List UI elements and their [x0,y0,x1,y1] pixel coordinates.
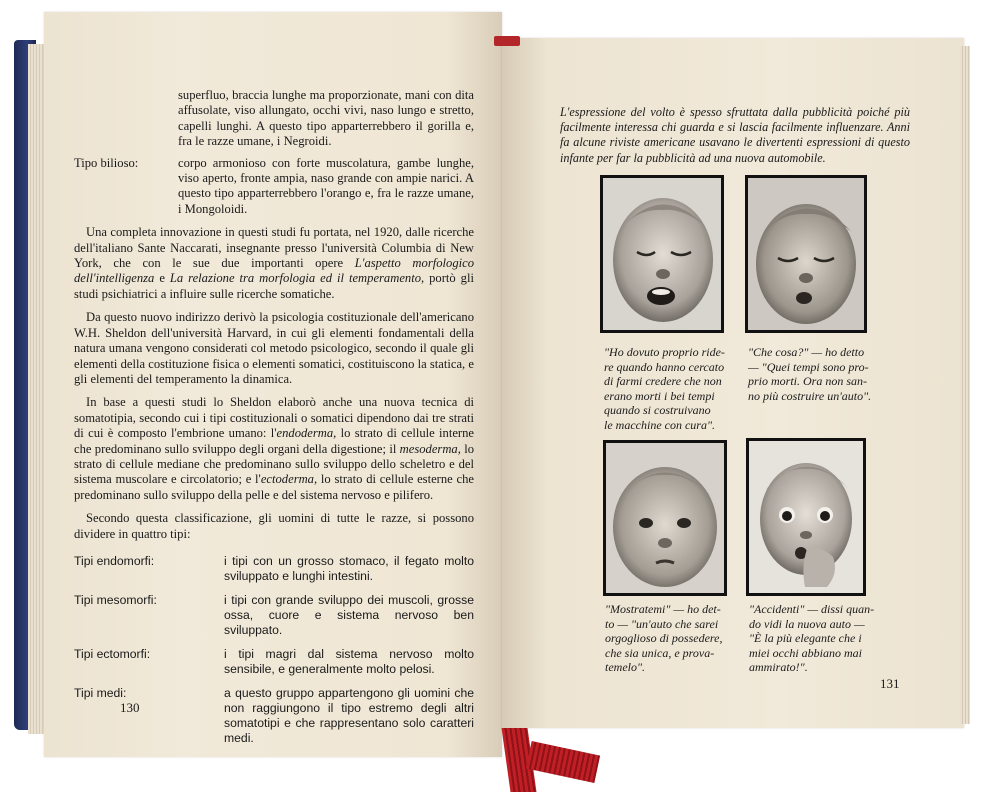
definition-bilioso [74,156,474,218]
photo-caption-3: "Mostratemi" — ho det- to — "un'auto che sarei orgoglioso di possedere, che sia unica, e prova- temelo". [605,602,723,675]
paragraph-naccarati: Una completa innovazione in questi studi fu portata, nel 1920, dalle ricerche dell'italiano Sante Naccarati, insegnante presso l'università Columbia di New York, che con le sue due importanti opere L'aspetto morfologico dell'intelligenza e La relazione tra morfologia ed il temperamento, portò gli studi psichiatrici a influire sulle ricerche somatiche. [74,225,474,301]
baby-photo-4 [746,438,866,596]
definition-body: i tipi magri dal sistema nervoso molto sensibile, e generalmente molto pelosi. [224,646,474,676]
definition-body: superfluo, braccia lunghe ma proporzionate, mani con dita affusolate, viso allungato, occhi vivi, naso lungo e stretto, capelli lunghi. A questo tipo apparterrebbero il gorilla e, fra le razze umane, i Negroidi. [178,88,474,149]
photo-caption-2: "Che cosa?" — ho detto — "Quei tempi sono pro- prio morti. Ora non san- no più costruire un'auto". [748,345,872,403]
bookmark-ribbon-tail [526,741,600,783]
paragraph-classificazione: Secondo questa classificazione, gli uomini di tutte le razze, si possono dividere in quattro tipi: [74,511,474,541]
baby-photo-1 [600,175,724,333]
book-title: L'aspetto morfologico dell'intelligenza [74,256,474,286]
list-item [74,647,474,677]
baby-photo-3 [603,440,727,596]
definition-term: Tipi endomorfi: [74,553,155,568]
list-item [74,554,474,584]
definition-term: Tipi mesomorfi: [74,592,157,607]
book-title: La relazione tra morfologia ed il temperamento, [169,271,425,286]
page-stack-right [960,46,970,724]
baby-photo-2 [745,175,867,333]
photo-caption-1: "Ho dovuto proprio ride- re quando hanno cercato di farmi credere che non erano morti i bei tempi quando si costruivano le macchine con cura". [604,345,725,432]
somatotype-list [74,554,474,746]
paragraph-sheldon: Da questo nuovo indirizzo derivò la psicologia costituzionale dell'americano W.H. Sheldon dell'università Harvard, in cui gli elementi fondamentali della natura umana vengono considerati col metodo psicologico, secondo il quale gli elementi della costituzione fisica o elementi somatici, costituiscono la statica, e gli elementi del temperamento la dinamica. [74,310,474,386]
paragraph-somatotipia: In base a questi studi lo Sheldon elaborò anche una nuova tecnica di somatotipia, secondo cui i tipi costituzionali o somatici dipendono dai tre strati di cui è composto l'embrione umano: l'endoderma, lo strato di cellule interne che predominano sullo sviluppo degli organi della digestione; il mesoderma, lo strato di cellule mediane che predominano sullo sviluppo dello scheletro e del sistema muscolare e circolatorio; e l'ectoderma, lo strato di cellule esterne che predominano sullo sviluppo della pelle e del sistema nervoso e pilifero. [74,395,475,502]
photo-intro-caption: L'espressione del volto è spesso sfruttata dalla pubblicità poiché più facilmente interessa chi guarda e si lascia facilmente influenzare. Anni fa alcune riviste americane usavano le divertenti espressioni di questo infante per far la pubblicità ad una nuova automobile. [560,105,910,165]
definition-body: i tipi con grande sviluppo dei muscoli, grosse ossa, cuore e sistema nervoso ben sviluppato. [224,592,474,637]
definition-body: a questo gruppo appartengono gli uomini che non raggiungono il tipo estremo degli altri somatotipi e che rappresentano solo caratteri medi. [224,685,474,745]
page-number-right: 131 [880,676,900,691]
list-item [74,593,474,638]
definition-term: Tipi medi: [74,685,127,700]
definition-term: Tipo bilioso: [74,155,139,170]
page-number-left: 130 [120,700,140,715]
definition-body: i tipi con un grosso stomaco, il fegato molto sviluppato e lunghi intestini. [224,553,474,583]
left-page-text [74,88,474,755]
photo-caption-4: "Accidenti" — dissi quan- do vidi la nuova auto — "È la più elegante che i miei occhi abbiano mai ammirato!". [749,602,875,675]
definition-body: corpo armonioso con forte muscolatura, gambe lunghe, viso aperto, fronte ampia, naso grande con ampie narici. A questo tipo apparterrebbero l'orango e, fra le razze umane, i Mongoloidi. [178,155,474,216]
definition-term: Tipi ectomorfi: [74,646,151,661]
bookmark-ribbon-top [494,36,520,46]
definition-continuation [74,88,474,150]
